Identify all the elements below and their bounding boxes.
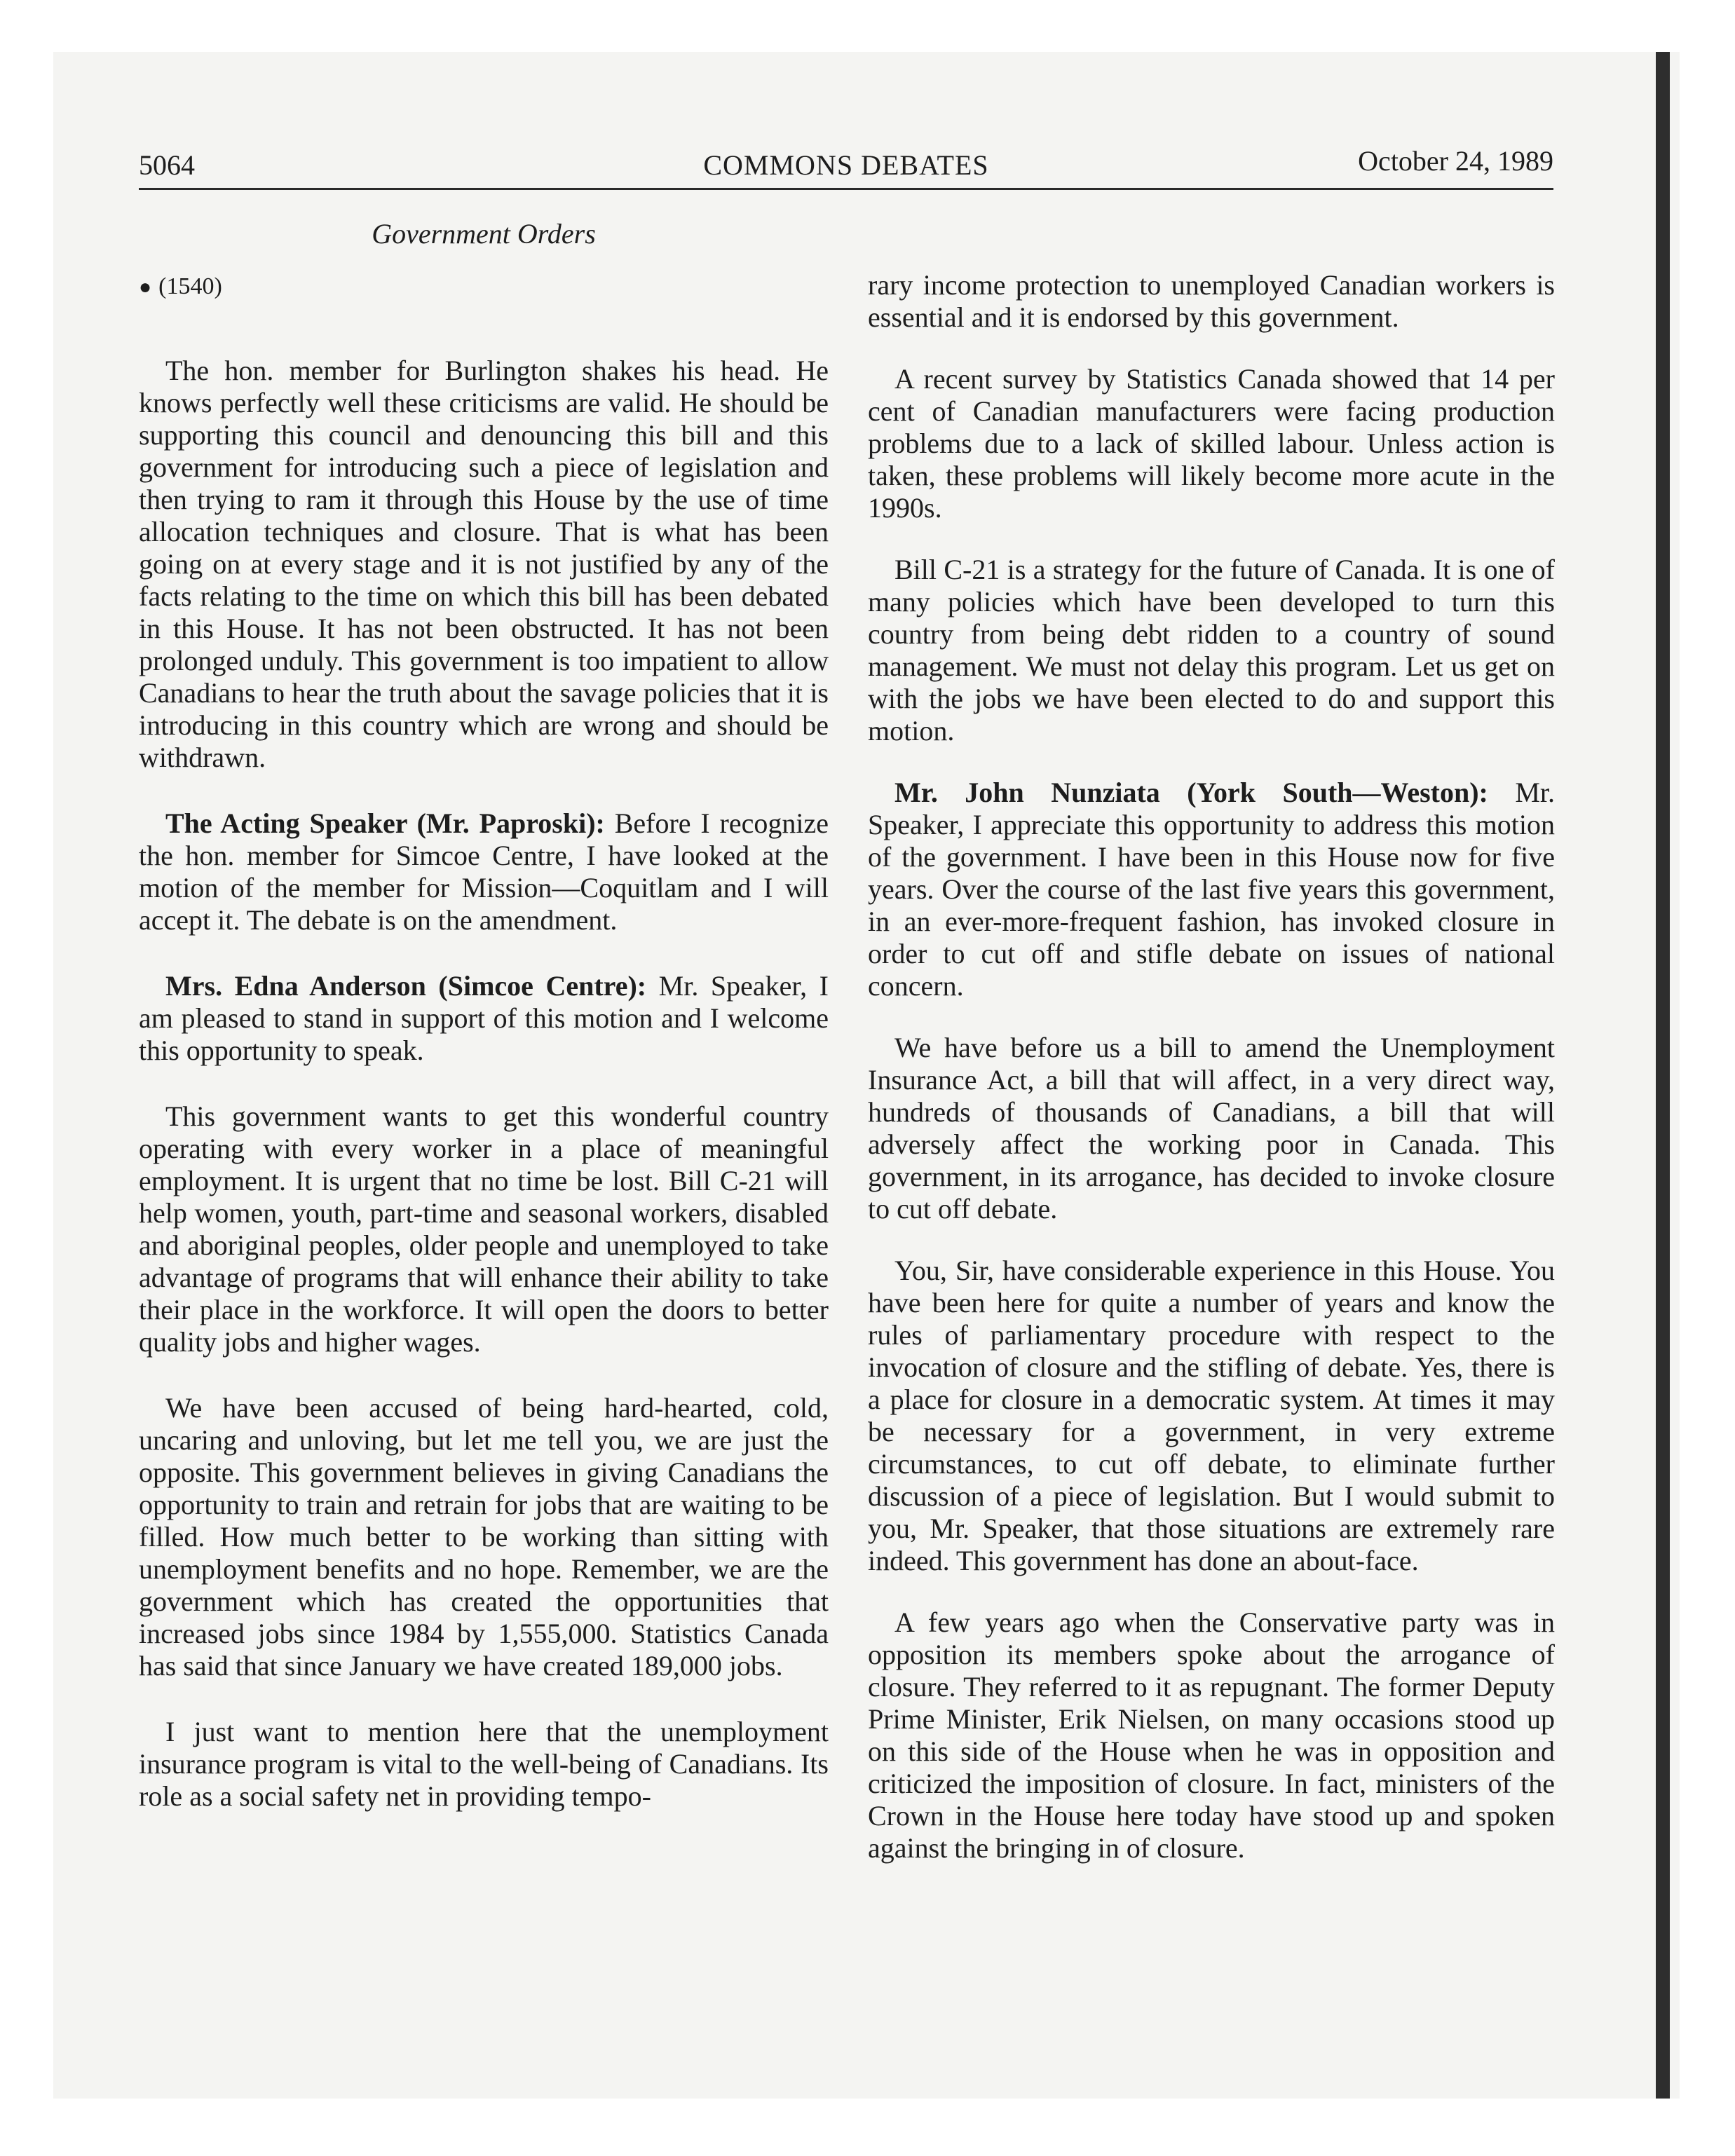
paragraph bbox=[868, 363, 1555, 524]
header-date: October 24, 1989 bbox=[1358, 145, 1553, 177]
paragraph-text: We have been accused of being hard-hearted, cold, uncaring and unloving, but let me tell you, we are just the opposite. This government believes in giving Canadians the opportunity to train and retrain for jobs that are waiting to be filled. How much better to be working than sitting with unemployment benefits and no hope. Remember, we are the government which has created the opportunities that increased jobs since 1984 by 1,555,000. Statistics Canada has said that since January we have created 189,000 jobs. bbox=[139, 1392, 829, 1681]
scan-edge-bar bbox=[1656, 52, 1670, 2099]
paragraph-text: Before I recognize the hon. member for Simcoe Centre, I have looked at the motion of the member for Mission—Coquitlam and I will accept it. The debate is on the amendment. bbox=[139, 807, 829, 936]
time-stamp-label: (1540) bbox=[158, 273, 222, 299]
bullet-icon: ● bbox=[139, 275, 152, 299]
paragraph-text: The hon. member for Burlington shakes his head. He knows perfectly well these criticisms are valid. He should be supporting this council and denouncing this bill and this government for introducing such a piece of legislation and then trying to ram it through this House by the use of time allocation techniques and closure. That is what has been going on at every stage and it is not justified by any of the facts relating to the time on which this bill has been debated in this House. It has not been obstructed. It has not been prolonged unduly. This government is too impatient to allow Canadians to hear the truth about the savage policies that it is introducing in this country which are wrong and should be withdrawn. bbox=[139, 355, 829, 773]
speaker-name: Mrs. Edna Anderson (Simcoe Centre): bbox=[165, 970, 647, 1002]
paragraph bbox=[139, 1100, 829, 1358]
page-header bbox=[139, 144, 1553, 190]
speaker-name: Mr. John Nunziata (York South—Weston): bbox=[894, 777, 1488, 808]
paragraph-text: I just want to mention here that the unemployment insurance program is vital to the well-being of Canadians. Its role as a social safety net in providing tempo- bbox=[139, 1716, 829, 1812]
paragraph bbox=[139, 807, 829, 936]
paragraph bbox=[868, 1032, 1555, 1225]
paragraph bbox=[868, 777, 1555, 1002]
speaker-name: The Acting Speaker (Mr. Paproski): bbox=[165, 807, 605, 839]
paragraph-text: A recent survey by Statistics Canada showed that 14 per cent of Canadian manufacturers were facing production problems due to a lack of skilled labour. Unless action is taken, these problems will likely become more acute in the 1990s. bbox=[868, 363, 1555, 524]
paragraph bbox=[868, 554, 1555, 747]
paragraph-text: A few years ago when the Conservative party was in opposition its members spoke about the arrogance of closure. They referred to it as repugnant. The former Deputy Prime Minister, Erik Nielsen, on many occasions stood up on this side of the House when he was in opposition and criticized the imposition of closure. In fact, ministers of the Crown in the House here today have stood up and spoken against the bringing in of closure. bbox=[868, 1606, 1555, 1864]
paragraph-text: Bill C-21 is a strategy for the future of Canada. It is one of many policies which have been developed to turn this country from being debt ridden to a country of sound management. We must not delay this program. Let us get on with the jobs we have been elected to do and support this motion. bbox=[868, 554, 1555, 746]
paragraph-text: Mr. Speaker, I appreciate this opportunity to address this motion of the government. I have been in this House now for five years. Over the course of the last five years this government, in an ever-more-frequent fashion, has invoked closure in order to cut off and stifle debate on issues of national concern. bbox=[868, 777, 1555, 1002]
paragraph bbox=[139, 970, 829, 1067]
running-title: COMMONS DEBATES bbox=[703, 149, 989, 181]
paragraph bbox=[868, 269, 1555, 334]
paragraph-text: This government wants to get this wonderful country operating with every worker in a place of meaningful employment. It is urgent that no time be lost. Bill C-21 will help women, youth, part-time and seasonal workers, disabled and aboriginal peoples, older people and unemployed to take advantage of programs that will enhance their ability to take their place in the workforce. It will open the doors to better quality jobs and higher wages. bbox=[139, 1100, 829, 1358]
paragraph bbox=[868, 1606, 1555, 1864]
right-column bbox=[868, 269, 1555, 1864]
page-number: 5064 bbox=[139, 149, 195, 181]
paragraph bbox=[139, 1392, 829, 1682]
paragraph-text: Mr. Speaker, I am pleased to stand in support of this motion and I welcome this opportunity to speak. bbox=[139, 970, 829, 1066]
time-stamp bbox=[139, 273, 222, 300]
paragraph-text: rary income protection to unemployed Canadian workers is essential and it is endorsed by this government. bbox=[868, 269, 1555, 333]
paragraph-text: You, Sir, have considerable experience in this House. You have been here for quite a number of years and know the rules of parliamentary procedure with respect to the invocation of closure and the stifling of debate. Yes, there is a place for closure in a democratic system. At times it may be necessary for a government, in very extreme circumstances, to cut off debate, to eliminate further discussion of a piece of legislation. But I would submit to you, Mr. Speaker, that those situations are extremely rare indeed. This government has done an about-face. bbox=[868, 1255, 1555, 1576]
left-column bbox=[139, 355, 829, 1813]
paragraph bbox=[139, 355, 829, 774]
paragraph bbox=[868, 1255, 1555, 1577]
paragraph bbox=[139, 1716, 829, 1813]
paragraph-text: We have before us a bill to amend the Unemployment Insurance Act, a bill that will affect, in a very direct way, hundreds of thousands of Canadians, a bill that will adversely affect the working poor in Canada. This government, in its arrogance, has decided to invoke closure to cut off debate. bbox=[868, 1032, 1555, 1224]
section-title: Government Orders bbox=[372, 218, 596, 250]
